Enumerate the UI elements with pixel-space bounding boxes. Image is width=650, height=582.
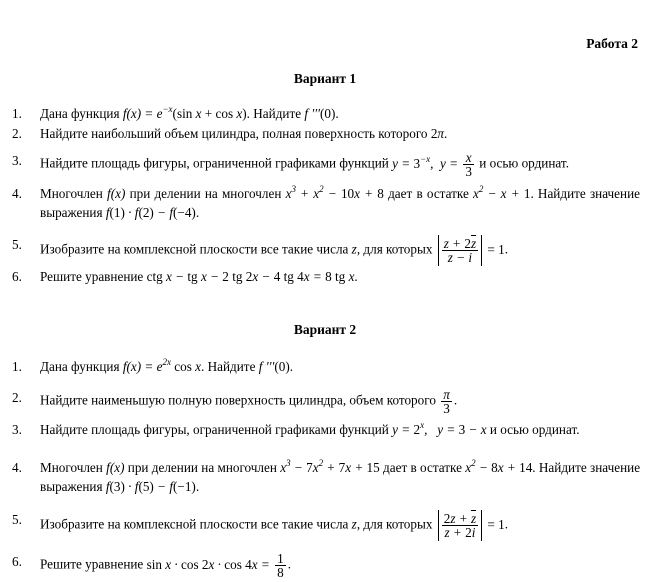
task-text: Найдите наибольший объем цилиндра, полная поверхность которого — [40, 126, 428, 141]
task-end: . — [504, 241, 509, 257]
formula: f ′′′(0) — [304, 106, 336, 121]
formula: f(x) — [106, 460, 125, 475]
formula: $y = 2^x$, y = 3 − x — [392, 420, 487, 437]
v2-task-2 — [12, 388, 640, 415]
task-end: . — [354, 269, 358, 284]
task-text: Найдите площадь фигуры, ограниченной графиками функций — [40, 155, 389, 171]
task-text: . Найдите — [246, 106, 302, 121]
task-text: . Найдите — [201, 359, 256, 374]
task-variable: z — [351, 516, 357, 532]
v1-task-2 — [12, 124, 640, 143]
formula: $x^3 - 7x^2 + 7x + 15$ — [280, 458, 380, 475]
task-number: 4. — [12, 460, 22, 475]
task-end: . — [453, 392, 458, 408]
v2-task-6 — [12, 552, 640, 579]
task-number: 2. — [12, 390, 22, 405]
task-text: при делении на многочлен — [129, 186, 282, 201]
task-number: 6. — [12, 554, 22, 569]
formula: $y = 3^{-x}$, y = $\frac{x}{3}$ — [392, 150, 472, 179]
v1-task-1 — [12, 104, 640, 123]
task-text: Найдите наименьшую полную поверхность цилиндра, объем которого — [40, 392, 436, 408]
task-text: и осью ординат. — [489, 422, 580, 437]
task-end: . — [289, 359, 294, 374]
formula: f ′′′(0) — [258, 359, 290, 374]
work-title: Работа 2 — [586, 36, 638, 51]
task-text: дает в остатке — [388, 186, 469, 201]
v2-task-4 — [12, 458, 640, 496]
formula: f(1) · f(2) − f(−4) — [105, 205, 196, 220]
task-text: Найдите площадь фигуры, ограниченной графиками функций — [40, 422, 389, 437]
task-end: . — [195, 479, 200, 494]
task-number: 3. — [12, 153, 22, 168]
formula: $x^2 - x + 1$ — [473, 184, 531, 201]
task-text: . Найдите значение выражения — [40, 460, 641, 494]
v2-task-5 — [12, 510, 640, 541]
task-end: . — [287, 556, 291, 572]
task-text: Решите уравнение — [40, 556, 144, 572]
formula: f(x) — [107, 186, 126, 201]
task-number: 6. — [12, 269, 22, 284]
formula: $f(x) = e^{2x}$ cos x — [122, 357, 202, 374]
formula: 2π — [430, 126, 445, 141]
task-number: 4. — [12, 186, 22, 201]
task-text: Изобразите на комплексной плоскости все такие числа — [40, 516, 349, 532]
v2-task-3 — [12, 420, 640, 439]
task-text: Многочлен — [40, 186, 103, 201]
task-end: . — [504, 516, 509, 532]
task-text: , для которых — [356, 241, 433, 257]
task-text: и осью ординат. — [479, 155, 569, 171]
formula: $\frac{\pi}{3}$ — [443, 387, 450, 416]
v1-task-4 — [12, 184, 640, 222]
task-end: . — [335, 106, 339, 121]
task-text: Изобразите на комплексной плоскости все такие числа — [40, 241, 349, 257]
v2-task-1 — [12, 357, 640, 376]
task-text: . Найдите значение выражения — [40, 186, 640, 220]
formula: $f(x) = e^{-x}(\sin$ x + cos x) — [122, 104, 247, 121]
task-text: Многочлен — [40, 460, 103, 475]
task-variable: z — [351, 241, 357, 257]
formula: sin x · cos 2x · cos 4x = $\frac{1}{8}$ — [146, 551, 284, 580]
task-text: при делении на многочлен — [127, 460, 277, 475]
v1-task-3 — [12, 151, 640, 178]
task-number: 5. — [12, 237, 22, 252]
formula: $\frac{z + 2\overline{z}}{z - i}$ = 1 — [436, 242, 505, 257]
formula: $\frac{2z + \overline{z}}{z + 2i}$ = 1 — [436, 517, 505, 532]
task-text: , для которых — [356, 516, 433, 532]
task-text: Решите уравнение — [40, 269, 144, 284]
task-number: 2. — [12, 126, 22, 141]
formula: f(3) · f(5) − f(−1) — [105, 479, 196, 494]
variant-2-title: Вариант 2 — [293, 322, 357, 337]
formula: $x^2 - 8x + 14$ — [465, 458, 533, 475]
task-text: дает в остатке — [383, 460, 462, 475]
task-number: 1. — [12, 359, 22, 374]
task-text: Дана функция — [40, 106, 120, 121]
task-end: . — [444, 126, 448, 141]
task-number: 3. — [12, 422, 22, 437]
formula: $x^3 + x^2 - 10x + 8$ — [285, 184, 384, 201]
v1-task-5 — [12, 235, 640, 266]
task-number: 1. — [12, 106, 22, 121]
task-end: . — [195, 205, 200, 220]
variant-1-title: Вариант 1 — [293, 71, 357, 86]
task-text: Дана функция — [40, 359, 120, 374]
v1-task-6 — [12, 267, 640, 286]
task-number: 5. — [12, 512, 22, 527]
formula: ctg x − tg x − 2 tg 2x − 4 tg 4x = 8 tg x — [146, 269, 355, 284]
